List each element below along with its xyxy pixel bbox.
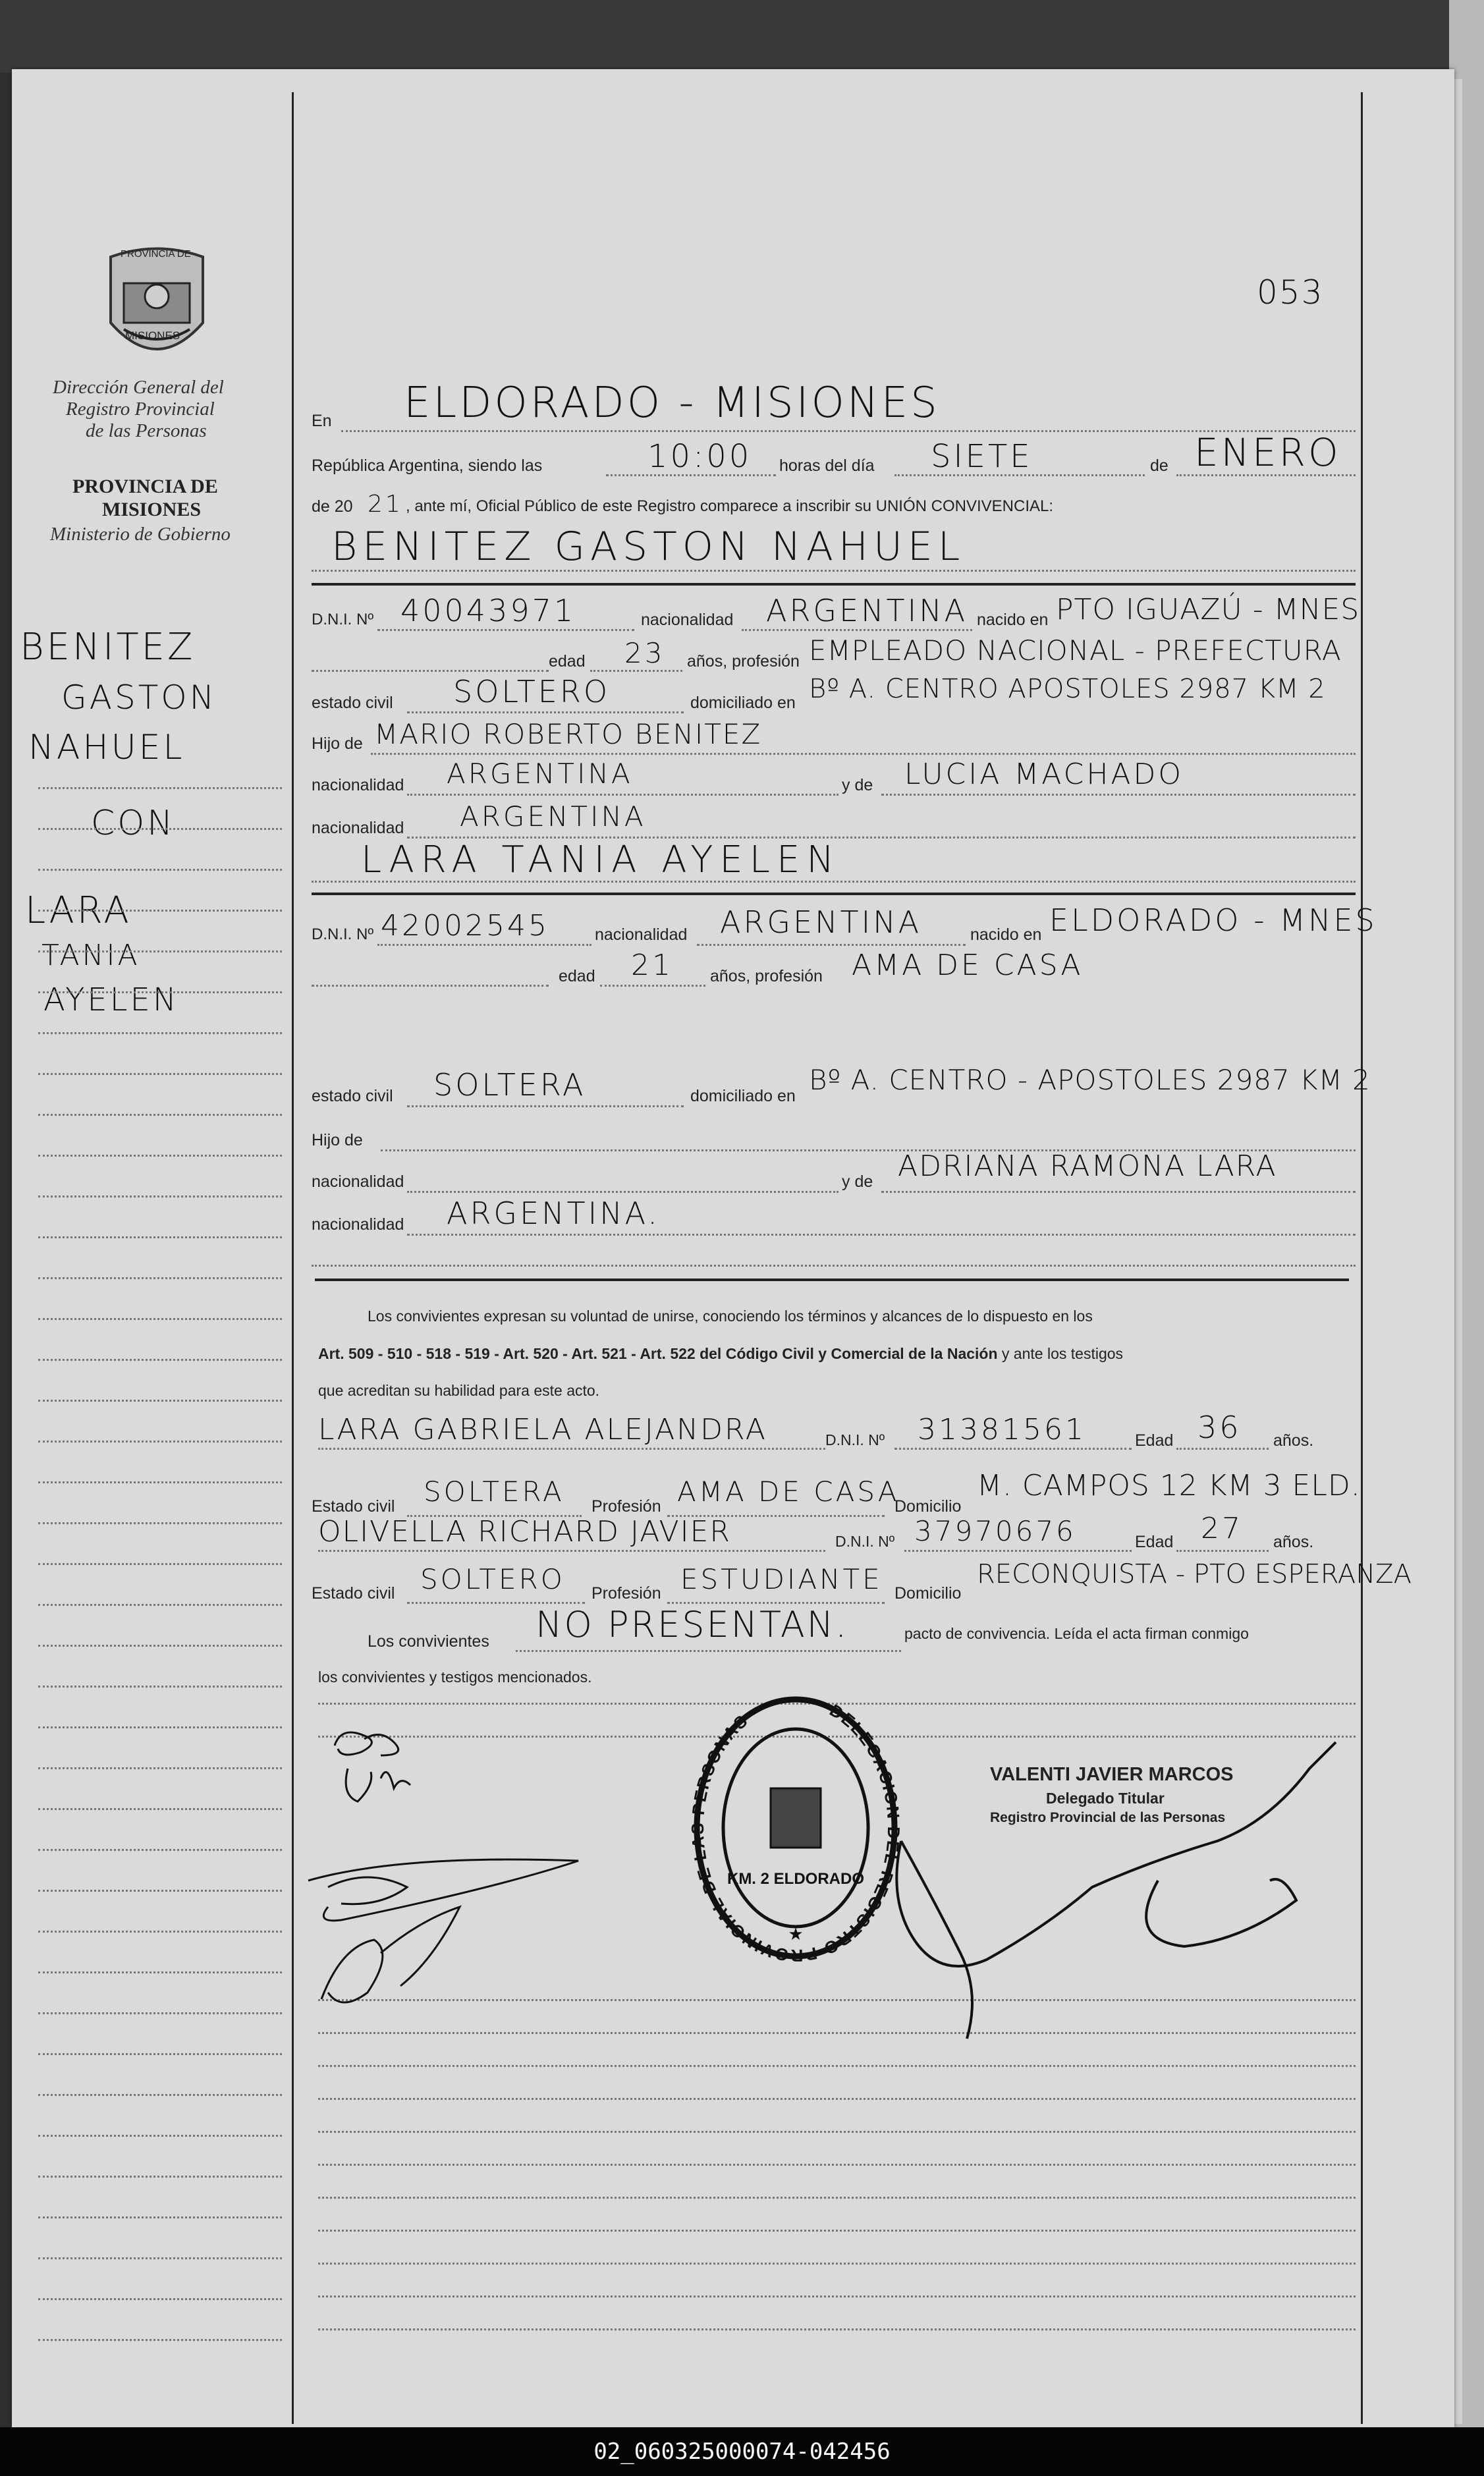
w2-domicilio: RECONQUISTA - PTO ESPERANZA [977, 1559, 1412, 1589]
seal-text-top: PROVINCIA DE [121, 248, 191, 260]
w1-dni: 31381561 [918, 1413, 1086, 1446]
dotted-line [742, 629, 972, 631]
dotted-line [407, 711, 684, 713]
place-value: ELDORADO - MISIONES [404, 379, 940, 427]
p1-anos-prof-label: años, profesión [687, 652, 800, 671]
p2-edad: 21 [631, 949, 673, 982]
seal-text-bottom: MISIONES [125, 329, 180, 342]
p2-domicilio: Bº A. CENTRO - APOSTOLES 2987 KM 2 [809, 1064, 1371, 1096]
section-rule [312, 893, 1356, 895]
svg-text:★: ★ [788, 1924, 804, 1944]
p2-nac-label: nacionalidad [595, 925, 688, 944]
footer-code-bar [0, 2427, 1484, 2476]
officer-title: Delegado Titular [1046, 1790, 1165, 1807]
p2-madre-nac: ARGENTINA. [447, 1196, 660, 1231]
p1-nac-label: nacionalidad [641, 611, 734, 629]
margin-dotted-line [38, 2257, 282, 2259]
p1-nacido-label: nacido en [977, 611, 1049, 629]
person2-name: LARA TANIA AYELEN [361, 839, 841, 881]
dotted-line [904, 1550, 1132, 1552]
province-line-1: PROVINCIA DE [72, 476, 218, 497]
margin-dotted-line [38, 991, 282, 993]
w1-edad: 36 [1197, 1410, 1242, 1445]
margin-dotted-line [38, 1114, 282, 1116]
margin-dotted-line [38, 1931, 282, 1933]
p1-domic-label: domiciliado en [690, 694, 796, 712]
margin-dotted-line [38, 1073, 282, 1075]
lower-dotted-line [318, 2328, 1356, 2330]
republica-label: República Argentina, siendo las [312, 456, 543, 475]
closing-label-1: Los convivientes [368, 1632, 489, 1651]
stamp-inner-text: KM. 2 ELDORADO [727, 1870, 865, 1888]
en-label: En [312, 412, 332, 430]
day-value: SIETE [931, 438, 1033, 475]
officer-name: VALENTI JAVIER MARCOS [990, 1764, 1234, 1785]
w1-anos-label: años. [1273, 1431, 1314, 1450]
person1-name: BENITEZ GASTON NAHUEL [331, 524, 966, 570]
p1-dni: 40043971 [400, 593, 576, 628]
lower-dotted-line [318, 2230, 1356, 2232]
p1-madre-nac: ARGENTINA [460, 800, 646, 833]
declaration-line-3: que acreditan su habilidad para este acto. [318, 1382, 600, 1399]
margin-dotted-line [38, 1890, 282, 1892]
margin-dotted-line [38, 1767, 282, 1769]
margin-dotted-line [38, 1481, 282, 1483]
p1-profesion: EMPLEADO NACIONAL - PREFECTURA [809, 634, 1342, 667]
declaration-line-2 [318, 1345, 1123, 1363]
w1-domicilio: M. CAMPOS 12 KM 3 ELD. [977, 1469, 1361, 1502]
declaration-line-1: Los convivientes expresan su voluntad de unirse, conociendo los términos y alcances de lo dispuesto en los [368, 1307, 1093, 1325]
margin-dotted-line [38, 1849, 282, 1851]
p2-anos-prof-label: años, profesión [710, 967, 823, 985]
w2-profesion: ESTUDIANTE [680, 1563, 883, 1595]
w1-name: LARA GABRIELA ALEJANDRA [318, 1413, 767, 1446]
footer-code: 02_060325000074-042456 [593, 2438, 891, 2465]
p2-edad-label: edad [559, 967, 595, 985]
margin-dotted-line [38, 1645, 282, 1647]
officer-registry: Registro Provincial de las Personas [990, 1810, 1226, 1825]
p1-edad: 23 [624, 637, 665, 669]
margin-dotted-line [38, 1400, 282, 1402]
dotted-line [377, 629, 634, 631]
margin-dotted-line [38, 2176, 282, 2178]
year-suffix: 21 [368, 491, 403, 518]
dotted-line [407, 1191, 838, 1193]
dotted-line [516, 1650, 901, 1652]
p1-nacionalidad: ARGENTINA [766, 593, 968, 628]
margin-dotted-line [38, 2053, 282, 2055]
w2-domic-label: Domicilio [894, 1584, 962, 1603]
dotted-line [1176, 1448, 1269, 1450]
margin-dotted-line [38, 1359, 282, 1361]
margin-dotted-line [38, 1726, 282, 1728]
dotted-line [590, 670, 682, 672]
p2-nacido-en: ELDORADO - MNES [1049, 902, 1377, 938]
margin-rule-right [1361, 92, 1363, 2424]
page-number: 053 [1257, 273, 1324, 312]
dotted-line [377, 944, 591, 946]
w1-prof-label: Profesión [591, 1497, 661, 1516]
margin-note-line-7: AYELEN [43, 981, 179, 1018]
margin-note-line-3: NAHUEL [28, 728, 185, 767]
dotted-line [1176, 1550, 1269, 1552]
directorate-line-2: Registro Provincial [66, 399, 215, 420]
p2-madre-nac-label: nacionalidad [312, 1215, 404, 1234]
w2-edad: 27 [1201, 1512, 1243, 1545]
p1-estado: SOLTERO [453, 674, 611, 709]
closing-line-2: los convivientes y testigos mencionados. [318, 1668, 592, 1686]
margin-dotted-line [38, 1277, 282, 1279]
lower-dotted-line [318, 2263, 1356, 2265]
w1-estado: SOLTERA [424, 1475, 564, 1508]
margin-dotted-line [38, 787, 282, 789]
de-label: de [1150, 456, 1168, 475]
margin-note-line-1: BENITEZ [20, 626, 196, 669]
p1-edad-label: edad [549, 652, 586, 671]
margin-dotted-line [38, 869, 282, 871]
p1-estado-label: estado civil [312, 694, 393, 712]
margin-dotted-line [38, 1032, 282, 1034]
w2-prof-label: Profesión [591, 1584, 661, 1603]
province-line-2: MISIONES [102, 499, 202, 520]
dotted-line [312, 985, 549, 987]
p2-estado: SOLTERA [433, 1067, 586, 1103]
p2-dni-label: D.N.I. Nº [312, 925, 374, 943]
year-prefix: de 20 [312, 497, 353, 516]
margin-dotted-line [38, 2339, 282, 2341]
p2-yde-label: y de [842, 1172, 873, 1191]
p1-yde-label: y de [842, 776, 873, 794]
coat-of-arms-icon [104, 244, 209, 369]
margin-dotted-line [38, 1686, 282, 1688]
dotted-line [318, 1448, 825, 1450]
dotted-line [312, 881, 1356, 883]
p2-dni: 42002545 [381, 909, 549, 943]
w1-edad-label: Edad [1135, 1431, 1174, 1450]
p1-nacido-en: PTO IGUAZÚ - MNES [1056, 593, 1360, 626]
margin-dotted-line [38, 1563, 282, 1565]
time-value: 10:00 [647, 438, 752, 475]
margin-dotted-line [38, 828, 282, 830]
officer-signature [875, 1729, 1349, 2058]
section-rule [312, 583, 1356, 586]
section-rule [315, 1279, 1349, 1281]
p2-padre-nac-label: nacionalidad [312, 1172, 404, 1191]
dotted-line [371, 753, 1356, 755]
w1-dni-label: D.N.I. Nº [825, 1431, 885, 1448]
w2-edad-label: Edad [1135, 1533, 1174, 1551]
lower-dotted-line [318, 2098, 1356, 2100]
dotted-line [407, 1234, 1356, 1236]
stamp-ring-text: DELEGACION DEL REGISTRO PROVINCIAL DE LAS PERSONAS [687, 1699, 904, 1966]
lower-dotted-line [318, 2065, 1356, 2067]
p2-hijo-label: Hijo de [312, 1131, 363, 1149]
margin-dotted-line [38, 2135, 282, 2137]
margin-dotted-line [38, 1604, 282, 1606]
margin-dotted-line [38, 1522, 282, 1524]
dotted-line [312, 670, 549, 672]
w2-estado-label: Estado civil [312, 1584, 395, 1603]
w1-domic-label: Domicilio [894, 1497, 962, 1516]
margin-note-line-4: CON [91, 804, 176, 843]
dotted-line [407, 794, 838, 796]
margin-dotted-line [38, 1196, 282, 1197]
dotted-line [894, 1448, 1132, 1450]
dotted-line [881, 794, 1356, 796]
margin-dotted-line [38, 910, 282, 912]
w1-estado-label: Estado civil [312, 1497, 395, 1516]
lower-dotted-line [318, 2197, 1356, 2199]
p2-estado-label: estado civil [312, 1087, 393, 1105]
w2-anos-label: años. [1273, 1533, 1314, 1551]
ministry-label: Ministerio de Gobierno [50, 524, 231, 545]
p2-domic-label: domiciliado en [690, 1087, 796, 1105]
margin-dotted-line [38, 2012, 282, 2014]
lower-dotted-line [318, 2131, 1356, 2133]
margin-dotted-line [38, 2298, 282, 2300]
p1-madre: LUCIA MACHADO [904, 757, 1184, 791]
p1-padre: MARIO ROBERTO BENITEZ [374, 718, 762, 750]
dotted-line [318, 1550, 825, 1552]
w1-profesion: AMA DE CASA [677, 1475, 900, 1508]
margin-note-line-6: TANIA [41, 939, 140, 972]
margin-note-line-2: GASTON [61, 678, 217, 717]
w2-estado: SOLTERO [420, 1563, 565, 1595]
dotted-line [881, 1191, 1356, 1193]
closing-label-2: pacto de convivencia. Leída el acta firman conmigo [904, 1625, 1249, 1642]
margin-note-line-5: LARA [25, 889, 132, 932]
p1-domicilio: Bº A. CENTRO APOSTOLES 2987 KM 2 [809, 674, 1326, 704]
margin-dotted-line [38, 1155, 282, 1157]
closing-pacto: NO PRESENTAN. [536, 1604, 849, 1645]
dotted-line [697, 944, 966, 946]
margin-dotted-line [38, 1808, 282, 1810]
horas-label: horas del día [779, 456, 875, 475]
document-page [12, 69, 1454, 2427]
w2-dni: 37970676 [914, 1515, 1076, 1547]
month-value: ENERO [1194, 430, 1341, 475]
signatures-left [302, 1722, 618, 2032]
p1-hijo-label: Hijo de [312, 734, 363, 753]
comparece-text: , ante mí, Oficial Público de este Registro comparece a inscribir su UNIÓN CONVIVENCIAL: [406, 497, 1054, 515]
margin-dotted-line [38, 1318, 282, 1320]
lower-dotted-line [318, 2164, 1356, 2166]
dotted-line [312, 1265, 1356, 1267]
articles-bold: Art. 509 - 510 - 518 - 519 - Art. 520 - Art. 521 - Art. 522 del Código Civil y Comercial de la Nación [318, 1345, 998, 1362]
p1-padre-nac: ARGENTINA [447, 757, 633, 790]
p1-padre-nac-label: nacionalidad [312, 776, 404, 794]
p1-dni-label: D.N.I. Nº [312, 611, 374, 628]
w2-dni-label: D.N.I. Nº [835, 1533, 895, 1550]
margin-dotted-line [38, 950, 282, 952]
margin-dotted-line [38, 1441, 282, 1443]
w2-name: OLIVELLA RICHARD JAVIER [318, 1515, 731, 1549]
dotted-line [312, 570, 1356, 572]
directorate-line-3: de las Personas [86, 420, 207, 441]
dotted-line [407, 1105, 684, 1107]
margin-dotted-line [38, 1971, 282, 1973]
lower-dotted-line [318, 2296, 1356, 2297]
margin-rule-left [292, 92, 294, 2424]
p1-madre-nac-label: nacionalidad [312, 819, 404, 837]
p2-profesion: AMA DE CASA [852, 949, 1084, 982]
margin-dotted-line [38, 2094, 282, 2096]
p2-madre: ADRIANA RAMONA LARA [898, 1149, 1277, 1183]
articles-rest: y ante los testigos [1001, 1345, 1124, 1362]
p2-nacido-label: nacido en [970, 925, 1042, 944]
dotted-line [600, 985, 705, 987]
registry-stamp [684, 1686, 908, 1969]
margin-dotted-line [38, 2216, 282, 2218]
directorate-line-1: Dirección General del [53, 377, 224, 398]
margin-dotted-line [38, 1236, 282, 1238]
background-wall [0, 0, 1484, 72]
p2-nacionalidad: ARGENTINA [720, 904, 922, 940]
